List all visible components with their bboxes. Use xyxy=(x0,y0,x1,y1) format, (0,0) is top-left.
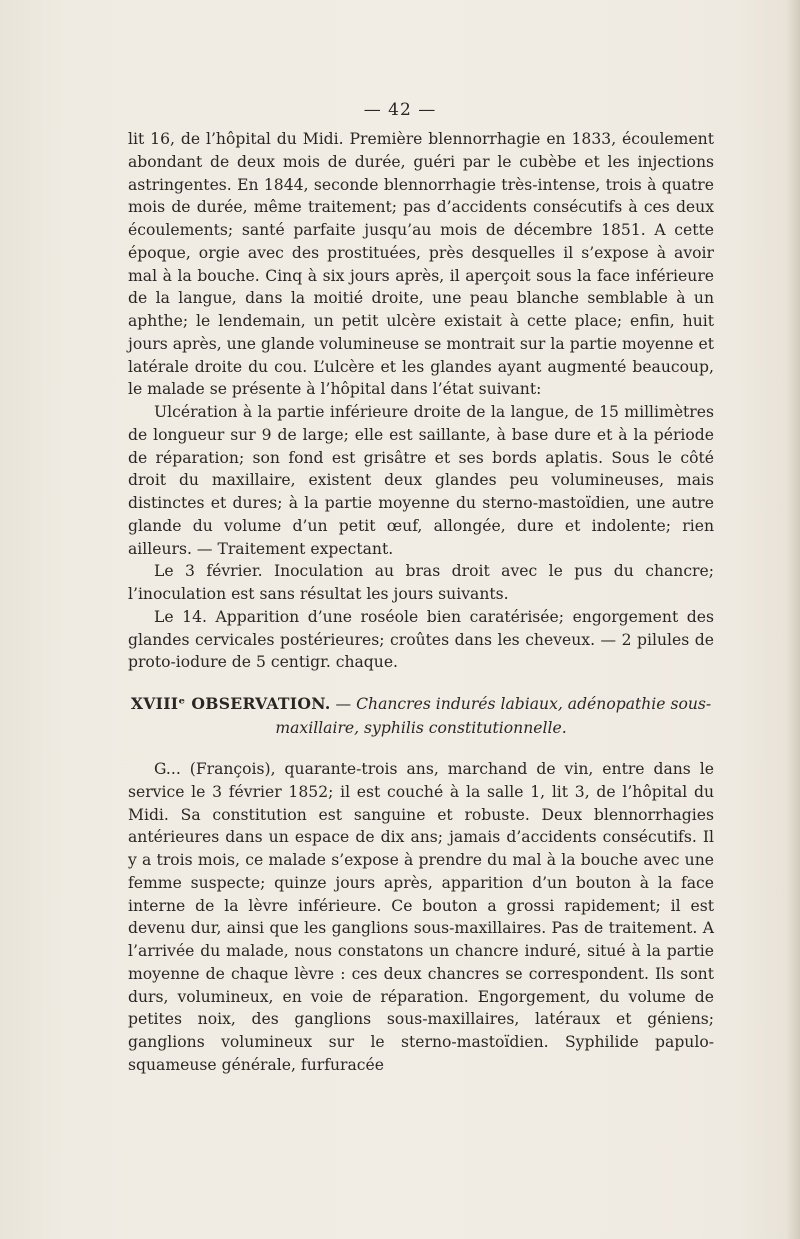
page-edge-shadow xyxy=(786,0,800,1239)
observation-dash: — xyxy=(330,695,357,713)
paragraph-examination: Ulcération à la partie inférieure droite de la langue, de 15 millimètres de longueur sur 9 de large; elle est saillante, à base dure et à la période de réparation; son fond est grisâtre et ses bords aplatis. Sous le côté droit du maxillaire, existent deux glandes peu volumineuses, mais distinctes et dures; à la partie moyenne du sterno-mastoïdien, une autre glande du volume d’un petit œuf, allongée, dure et indolente; rien ailleurs. — Traitement expectant. xyxy=(128,403,714,558)
paragraph-case-history: lit 16, de l’hôpital du Midi. Première blennorrhagie en 1833, écoulement abondant de deux mois de durée, guéri par le cubèbe et les injections astringentes. En 1844, seconde blennorrhagie très-intense, trois à quatre mois de durée, même traitement; pas d’accidents consécutifs à ces deux écoulements; santé parfaite jusqu’au mois de décembre 1851. A cette époque, orgie avec des prostituées, près desquelles il s’expose à avoir mal à la bouche. Cinq à six jours après, il aperçoit sous la face inférieure de la langue, dans la moitié droite, une peau blanche semblable à un aphthe; le lendemain, un petit ulcère existait à cette place; enfin, huit jours après, une glande volumineuse se montrait sur la partie moyenne et latérale droite du cou. L’ulcère et les glandes ayant augmenté beaucoup, le malade se présente à l’hôpital dans l’état suivant: xyxy=(128,130,714,399)
paragraph-roseola: Le 14. Apparition d’une roséole bien caratérisée; engorgement des glandes cervicales postérieures; croûtes dans les cheveux. — 2 pilules de proto-iodure de 5 centigr. chaque. xyxy=(128,607,714,672)
paragraph-observation-case: G... (François), quarante-trois ans, marchand de vin, entre dans le service le 3 février 1852; il est couché à la salle 1, lit 3, de l’hôpital du Midi. Sa constitution est sanguine et robuste. Deux blennorrhagies antérieures dans un espace de dix ans; jamais d’accidents consécutifs. Il y a trois mois, ce malade s’expose à prendre du mal à la bouche avec une femme suspecte; quinze jours après, apparition d’un bouton à la face interne de la lèvre inférieure. Ce bouton a grossi rapidement; il est devenu dur, ainsi que les ganglions sous-maxillaires. Pas de traitement. A l’arrivée du malade, nous constatons un chancre induré, situé à la partie moyenne de chaque lèvre : ces deux chancres se correspondent. Ils sont durs, volumineux, en voie de réparation. Engorgement, du volume de petites noix, des ganglions sous-maxillaires, latéraux et géniens; ganglions volumineux sur le sterno-mastoïdien. Syphilide papulo-squameuse générale, furfuracée xyxy=(128,760,714,1074)
page-number: — 42 — xyxy=(363,100,437,120)
observation-subtitle: Chancres indurés labiaux, adénopathie sous-maxillaire, syphilis constitutionnelle. xyxy=(275,695,712,737)
text-body xyxy=(128,128,714,1077)
section-spacer xyxy=(128,740,714,758)
observation-title: XVIIIᵉ OBSERVATION. xyxy=(130,694,331,713)
observation-heading xyxy=(128,692,714,740)
paragraph-inoculation: Le 3 février. Inoculation au bras droit avec le pus du chancre; l’inoculation est sans résultat les jours suivants. xyxy=(128,562,714,603)
